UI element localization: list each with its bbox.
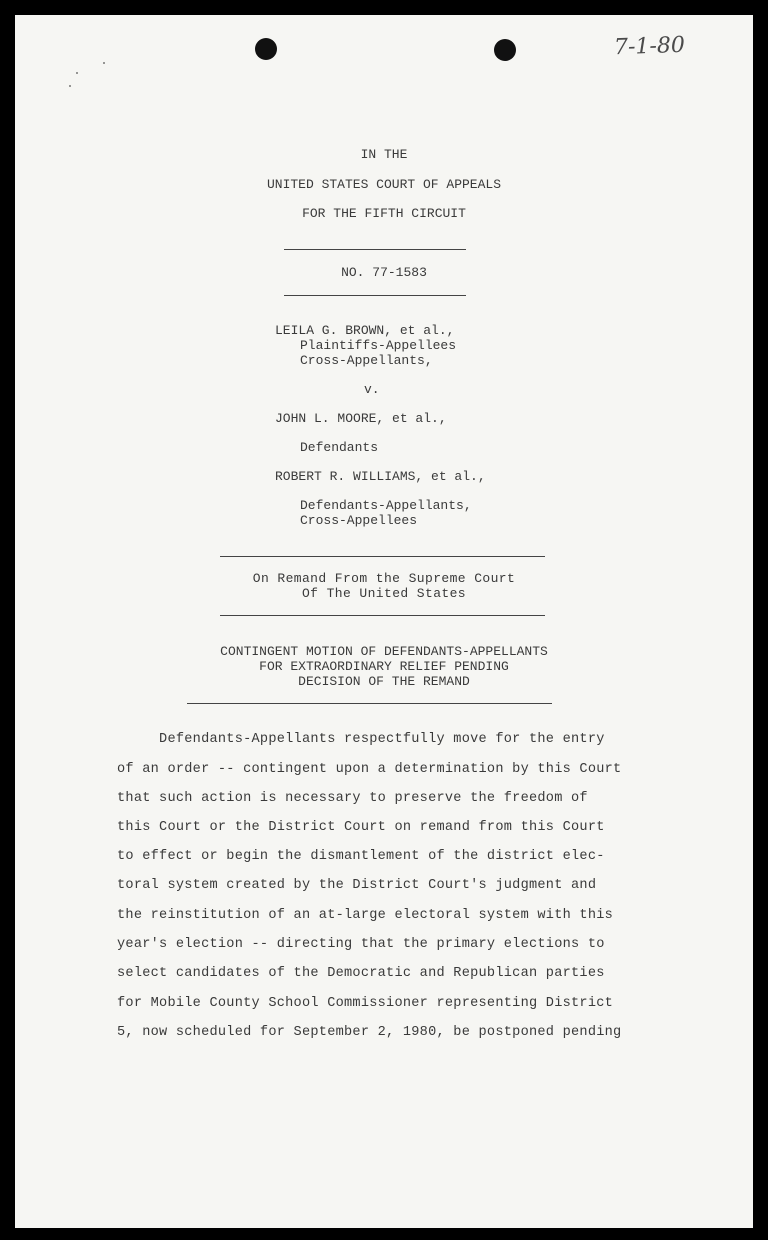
header-line-3: FOR THE FIFTH CIRCUIT bbox=[302, 206, 466, 221]
speck bbox=[76, 72, 78, 74]
defendant-1-name: JOHN L. MOORE, et al., bbox=[275, 411, 447, 426]
header-line-2: UNITED STATES COURT OF APPEALS bbox=[266, 177, 502, 192]
remand-line-1: On Remand From the Supreme Court bbox=[252, 571, 516, 586]
defendant-1-role: Defendants bbox=[300, 440, 379, 455]
punch-hole-right bbox=[494, 39, 516, 61]
plaintiff-role-1: Plaintiffs-Appellees bbox=[300, 338, 457, 353]
document-page bbox=[15, 15, 753, 1228]
divider bbox=[187, 703, 552, 704]
speck bbox=[103, 62, 105, 64]
header-line-1: IN THE bbox=[360, 147, 408, 162]
plaintiff-name: LEILA G. BROWN, et al., bbox=[275, 323, 455, 338]
body-line: select candidates of the Democratic and Republican parties bbox=[117, 966, 605, 981]
divider bbox=[220, 615, 545, 616]
speck bbox=[69, 85, 71, 87]
defendant-2-role-1: Defendants-Appellants, bbox=[300, 498, 472, 513]
body-line: of an order -- contingent upon a determination by this Court bbox=[117, 762, 622, 777]
body-line: that such action is necessary to preserve the freedom of bbox=[117, 791, 588, 806]
handwritten-date: 7-1-80 bbox=[613, 32, 686, 61]
divider bbox=[220, 556, 545, 557]
versus: v. bbox=[364, 382, 380, 397]
body-line: toral system created by the District Court's judgment and bbox=[117, 878, 597, 893]
divider bbox=[284, 249, 466, 250]
body-line: Defendants-Appellants respectfully move for the entry bbox=[117, 732, 605, 747]
plaintiff-role-2: Cross-Appellants, bbox=[300, 353, 433, 368]
divider bbox=[284, 295, 466, 296]
remand-line-2: Of The United States bbox=[301, 586, 467, 601]
defendant-2-name: ROBERT R. WILLIAMS, et al., bbox=[275, 469, 486, 484]
body-line: the reinstitution of an at-large electoral system with this bbox=[117, 908, 614, 923]
body-line: this Court or the District Court on remand from this Court bbox=[117, 820, 605, 835]
motion-title-line-3: DECISION OF THE REMAND bbox=[298, 674, 470, 689]
body-line: 5, now scheduled for September 2, 1980, be postponed pending bbox=[117, 1025, 622, 1040]
body-line: year's election -- directing that the primary elections to bbox=[117, 937, 605, 952]
motion-title-line-2: FOR EXTRAORDINARY RELIEF PENDING bbox=[259, 659, 509, 674]
body-line: to effect or begin the dismantlement of the district elec- bbox=[117, 849, 605, 864]
case-number: NO. 77-1583 bbox=[341, 265, 427, 280]
body-line: for Mobile County School Commissioner representing District bbox=[117, 996, 614, 1011]
defendant-2-role-2: Cross-Appellees bbox=[300, 513, 418, 528]
punch-hole-left bbox=[255, 38, 277, 60]
motion-title-line-1: CONTINGENT MOTION OF DEFENDANTS-APPELLANTS bbox=[220, 644, 548, 659]
